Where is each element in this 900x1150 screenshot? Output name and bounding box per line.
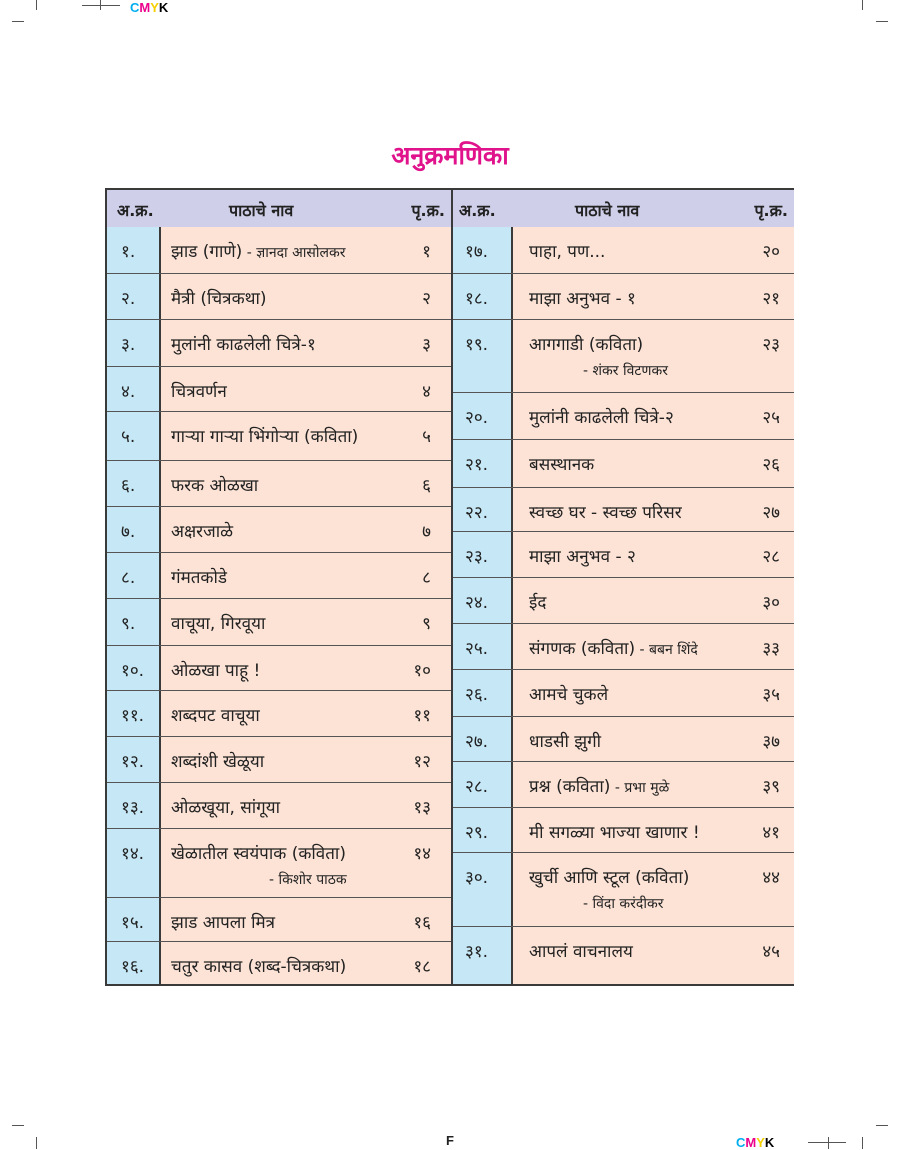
lesson-page-number: १८ bbox=[413, 957, 431, 977]
toc-row bbox=[453, 852, 794, 927]
crop-mark bbox=[876, 1125, 888, 1126]
lesson-page-number: ५ bbox=[422, 427, 431, 447]
toc-header-left bbox=[107, 190, 451, 229]
lesson-title: आपलं वाचनालय bbox=[529, 942, 633, 962]
lesson-page-number: २ bbox=[422, 289, 431, 309]
lesson-serial: १३. bbox=[121, 798, 145, 818]
toc-row bbox=[453, 623, 794, 670]
cmyk-c: C bbox=[130, 0, 140, 15]
toc-row bbox=[107, 598, 451, 646]
toc-row bbox=[107, 506, 451, 553]
lesson-page-number: ८ bbox=[422, 568, 431, 588]
lesson-serial: ७. bbox=[121, 522, 136, 542]
lesson-page-number: ६ bbox=[422, 476, 431, 496]
lesson-serial: ५. bbox=[121, 427, 136, 447]
lesson-title: स्वच्छ घर - स्वच्छ परिसर bbox=[529, 503, 682, 523]
lesson-title: धाडसी झुगी bbox=[529, 732, 602, 752]
lesson-title: खुर्ची आणि स्टूल (कविता) bbox=[529, 868, 690, 888]
crop-mark bbox=[100, 0, 101, 10]
lesson-serial: ३. bbox=[121, 335, 136, 355]
toc-row bbox=[453, 439, 794, 488]
cmyk-y: Y bbox=[150, 0, 159, 15]
header-page: पृ.क्र. bbox=[411, 201, 445, 220]
toc-row bbox=[107, 366, 451, 412]
table-of-contents bbox=[105, 188, 794, 986]
lesson-serial: २६. bbox=[465, 685, 489, 705]
toc-row bbox=[453, 319, 794, 393]
lesson-author: - बबन शिंदे bbox=[635, 642, 698, 658]
toc-row bbox=[107, 828, 451, 898]
cmyk-c: C bbox=[736, 1135, 746, 1150]
lesson-title: मुलांनी काढलेली चित्रे-१ bbox=[171, 335, 316, 355]
lesson-title: ओळखूया, सांगूया bbox=[171, 798, 281, 818]
lesson-title: गाऱ्या गाऱ्या भिंगोऱ्या (कविता) bbox=[171, 427, 359, 447]
lesson-title: ईद bbox=[529, 593, 547, 613]
lesson-title: वाचूया, गिरवूया bbox=[171, 614, 266, 634]
lesson-page-number: १४ bbox=[413, 844, 431, 864]
lesson-title: मुलांनी काढलेली चित्रे-२ bbox=[529, 408, 674, 428]
header-lesson: पाठाचे नाव bbox=[229, 201, 294, 220]
cmyk-m: M bbox=[139, 0, 151, 15]
toc-row bbox=[107, 690, 451, 737]
lesson-page-number: ४ bbox=[422, 382, 431, 402]
lesson-title: ओळखा पाहू ! bbox=[171, 661, 261, 681]
cmyk-m: M bbox=[745, 1135, 757, 1150]
lesson-serial: १८. bbox=[465, 289, 489, 309]
lesson-page-number: २३ bbox=[762, 335, 780, 355]
toc-row bbox=[107, 460, 451, 507]
toc-row bbox=[107, 645, 451, 691]
lesson-serial: ३०. bbox=[465, 868, 489, 888]
lesson-serial: ११. bbox=[121, 706, 145, 726]
lesson-title: माझा अनुभव - २ bbox=[529, 547, 636, 567]
lesson-serial: २७. bbox=[465, 732, 489, 752]
lesson-serial: १९. bbox=[465, 335, 489, 355]
lesson-page-number: १३ bbox=[413, 798, 431, 818]
lesson-serial: १२. bbox=[121, 752, 145, 772]
lesson-page-number: १२ bbox=[413, 752, 431, 772]
toc-row bbox=[107, 552, 451, 599]
lesson-page-number: ४५ bbox=[762, 942, 780, 962]
lesson-serial: ८. bbox=[121, 568, 136, 588]
toc-row bbox=[453, 926, 794, 988]
toc-row bbox=[453, 227, 794, 273]
lesson-title: पाहा, पण... bbox=[529, 242, 606, 262]
cmyk-k: K bbox=[158, 0, 169, 15]
lesson-title: बसस्थानक bbox=[529, 455, 595, 475]
lesson-title: शब्दपट वाचूया bbox=[171, 706, 260, 726]
toc-row bbox=[107, 227, 451, 273]
toc-header-right bbox=[453, 190, 794, 229]
header-page: पृ.क्र. bbox=[754, 201, 788, 220]
toc-row bbox=[107, 319, 451, 367]
page-title: अनुक्रमणिका bbox=[391, 141, 509, 170]
toc-row bbox=[453, 487, 794, 532]
lesson-page-number: ११ bbox=[413, 706, 431, 726]
crop-mark bbox=[862, 0, 863, 10]
toc-row bbox=[453, 392, 794, 440]
lesson-page-number: २६ bbox=[762, 455, 780, 475]
crop-mark bbox=[12, 1125, 24, 1126]
lesson-title: अक्षरजाळे bbox=[171, 522, 234, 542]
lesson-title: फरक ओळखा bbox=[171, 476, 259, 496]
cmyk-mark-top bbox=[130, 0, 168, 15]
lesson-page-number: २१ bbox=[762, 289, 780, 309]
lesson-title: संगणक (कविता) - बबन शिंदे bbox=[529, 639, 698, 659]
toc-row bbox=[107, 273, 451, 320]
crop-mark bbox=[82, 5, 120, 6]
lesson-author: - शंकर विटणकर bbox=[583, 363, 669, 379]
lesson-serial: ३१. bbox=[465, 942, 489, 962]
lesson-serial: २८. bbox=[465, 777, 489, 797]
lesson-page-number: २८ bbox=[762, 547, 780, 567]
lesson-serial: २२. bbox=[465, 503, 489, 523]
toc-row bbox=[453, 669, 794, 717]
header-serial: अ.क्र. bbox=[459, 201, 496, 220]
toc-row bbox=[107, 941, 451, 988]
lesson-author: - किशोर पाठक bbox=[269, 872, 347, 888]
toc-row bbox=[453, 577, 794, 624]
toc-row bbox=[453, 716, 794, 762]
cmyk-k: K bbox=[764, 1135, 775, 1150]
lesson-page-number: २० bbox=[762, 242, 780, 262]
lesson-page-number: २५ bbox=[762, 408, 780, 428]
lesson-author: - प्रभा मुळे bbox=[610, 780, 670, 796]
lesson-page-number: १ bbox=[422, 242, 431, 262]
toc-row bbox=[453, 531, 794, 578]
lesson-serial: १०. bbox=[121, 661, 145, 681]
toc-row bbox=[107, 782, 451, 829]
lesson-title: आगगाडी (कविता) bbox=[529, 335, 644, 355]
header-serial: अ.क्र. bbox=[117, 201, 154, 220]
lesson-title: आमचे चुकले bbox=[529, 685, 609, 705]
page-number: F bbox=[446, 1133, 454, 1148]
lesson-page-number: ३५ bbox=[762, 685, 780, 705]
crop-mark bbox=[36, 0, 37, 10]
header-lesson: पाठाचे नाव bbox=[575, 201, 640, 220]
lesson-serial: २५. bbox=[465, 639, 489, 659]
lesson-serial: २०. bbox=[465, 408, 489, 428]
toc-row bbox=[107, 411, 451, 461]
toc-row bbox=[107, 736, 451, 783]
lesson-serial: २. bbox=[121, 289, 136, 309]
lesson-serial: १६. bbox=[121, 957, 145, 977]
lesson-title: प्रश्न (कविता) - प्रभा मुळे bbox=[529, 777, 670, 797]
crop-mark bbox=[876, 21, 888, 22]
toc-right-half bbox=[451, 190, 794, 984]
lesson-page-number: ३० bbox=[762, 593, 780, 613]
toc-row bbox=[453, 273, 794, 320]
lesson-serial: ४. bbox=[121, 382, 136, 402]
lesson-page-number: ३ bbox=[422, 335, 431, 355]
lesson-serial: १. bbox=[121, 242, 136, 262]
lesson-page-number: ३९ bbox=[762, 777, 780, 797]
lesson-author: - ज्ञानदा आसोलकर bbox=[242, 245, 346, 261]
toc-row bbox=[453, 807, 794, 853]
lesson-title: मैत्री (चित्रकथा) bbox=[171, 289, 267, 309]
crop-mark bbox=[12, 21, 24, 22]
lesson-author: - विंदा करंदीकर bbox=[583, 896, 664, 912]
lesson-serial: ६. bbox=[121, 476, 136, 496]
lesson-serial: १७. bbox=[465, 242, 489, 262]
lesson-serial: २९. bbox=[465, 823, 489, 843]
lesson-title: मी सगळ्या भाज्या खाणार ! bbox=[529, 823, 700, 843]
lesson-title: माझा अनुभव - १ bbox=[529, 289, 636, 309]
lesson-page-number: ७ bbox=[422, 522, 431, 542]
lesson-title: गंमतकोडे bbox=[171, 568, 227, 588]
lesson-serial: २१. bbox=[465, 455, 489, 475]
lesson-title: खेळातील स्वयंपाक (कविता) bbox=[171, 844, 346, 864]
toc-left-half bbox=[107, 190, 451, 984]
lesson-page-number: ४४ bbox=[762, 868, 780, 888]
lesson-title: झाड (गाणे) - ज्ञानदा आसोलकर bbox=[171, 242, 346, 262]
lesson-page-number: ४१ bbox=[762, 823, 780, 843]
lesson-page-number: १६ bbox=[413, 913, 431, 933]
lesson-title: शब्दांशी खेळूया bbox=[171, 752, 265, 772]
lesson-page-number: १० bbox=[413, 661, 431, 681]
lesson-page-number: २७ bbox=[762, 503, 780, 523]
lesson-serial: १४. bbox=[121, 844, 145, 864]
lesson-serial: ९. bbox=[121, 614, 136, 634]
lesson-page-number: ३७ bbox=[762, 732, 780, 752]
toc-row bbox=[107, 897, 451, 942]
cmyk-y: Y bbox=[756, 1135, 765, 1150]
lesson-title: चतुर कासव (शब्द-चित्रकथा) bbox=[171, 957, 347, 977]
lesson-serial: २४. bbox=[465, 593, 489, 613]
lesson-page-number: ९ bbox=[422, 614, 431, 634]
lesson-serial: १५. bbox=[121, 913, 145, 933]
lesson-title: झाड आपला मित्र bbox=[171, 913, 276, 933]
lesson-page-number: ३३ bbox=[762, 639, 780, 659]
lesson-serial: २३. bbox=[465, 547, 489, 567]
lesson-title: चित्रवर्णन bbox=[171, 382, 227, 402]
toc-row bbox=[453, 761, 794, 808]
